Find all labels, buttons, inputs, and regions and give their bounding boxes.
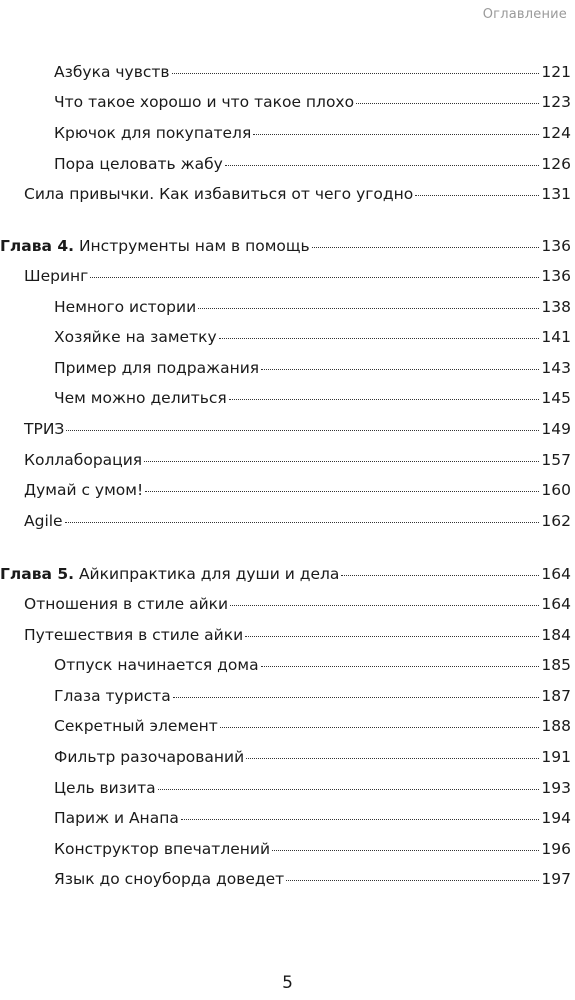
toc-entry-title: Чем можно делиться [54,389,227,407]
toc-entry-page: 193 [541,779,571,797]
toc-entry-title: Сила привычки. Как избавиться от чего угодно [24,185,414,203]
toc-entry[interactable] [54,92,571,112]
toc-entry-page: 197 [541,870,571,888]
toc-entry-page: 121 [541,63,571,81]
toc-entry-page: 123 [541,93,571,111]
toc-entry[interactable] [54,716,571,736]
dot-leader [246,758,539,759]
toc-entry-page: 145 [541,389,571,407]
toc-entry[interactable] [24,480,571,500]
dot-leader [181,819,540,820]
toc-entry[interactable] [24,594,571,614]
toc-entry-title: Фильтр разочарований [54,748,245,766]
toc-entry-page: 143 [541,359,571,377]
running-head: Оглавление [482,7,567,22]
dot-leader [158,789,540,790]
toc-entry-page: 184 [541,626,571,644]
toc-entry-title: Пора целовать жабу [54,155,223,173]
toc-entry[interactable] [54,686,571,706]
dot-leader [312,247,540,248]
dot-leader [66,430,539,431]
dot-leader [341,575,539,576]
toc-entry-page: 187 [541,687,571,705]
toc-entry-page: 164 [541,595,571,613]
toc-entry-page: 157 [541,451,571,469]
toc-entry[interactable] [24,625,571,645]
toc-chapter-entry[interactable] [0,236,571,256]
toc-entry-page: 124 [541,124,571,142]
toc-entry-page: 162 [541,512,571,530]
toc-entry[interactable] [54,747,571,767]
toc-entry[interactable] [24,266,571,286]
toc-entry[interactable] [54,297,571,317]
toc-entry-title: Пример для подражания [54,359,260,377]
toc-entry-title: Конструктор впечатлений [54,840,271,858]
toc-chapter-entry[interactable] [0,564,571,584]
toc-entry[interactable] [54,358,571,378]
toc-entry-title: Азбука чувств [54,63,170,81]
toc-entry-title: Agile [24,512,63,530]
toc-entry[interactable] [24,450,571,470]
dot-leader [261,666,540,667]
dot-leader [198,308,539,309]
toc-entry-page: 136 [541,267,571,285]
toc-entry-title: Немного истории [54,298,197,316]
dot-leader [144,461,539,462]
toc-entry-title: Хозяйке на заметку [54,328,217,346]
toc-entry-page: 149 [541,420,571,438]
chapter-title: Айкипрактика для души и дела [74,565,340,583]
chapter-number: Глава 5. [0,565,75,583]
toc-entry-page: 131 [541,185,571,203]
dot-leader [145,491,539,492]
toc-entry-title: Отношения в стиле айки [24,595,229,613]
toc-entry[interactable] [54,62,571,82]
toc-entry-title: ТРИЗ [24,420,65,438]
dot-leader [272,850,539,851]
toc-entry-title: Отпуск начинается дома [54,656,259,674]
toc-entry-title: Секретный элемент [54,717,218,735]
toc-entry-title: Думай с умом! [24,481,144,499]
toc-entry[interactable] [54,778,571,798]
chapter-number: Глава 4. [0,237,75,255]
dot-leader [172,73,540,74]
toc-entry-title: Париж и Анапа [54,809,179,827]
chapter-title: Инструменты нам в помощь [74,237,310,255]
toc-entry-page: 194 [541,809,571,827]
toc-entry[interactable] [24,419,571,439]
toc-entry-title: Что такое хорошо и что такое плохо [54,93,355,111]
dot-leader [230,605,539,606]
toc-entry-page: 141 [541,328,571,346]
toc-entry-page: 196 [541,840,571,858]
toc-entry-title: Крючок для покупателя [54,124,252,142]
dot-leader [90,277,539,278]
dot-leader [356,103,539,104]
dot-leader [261,369,539,370]
toc-entry[interactable] [54,327,571,347]
dot-leader [229,399,540,400]
toc-entry[interactable] [54,869,571,889]
dot-leader [415,195,539,196]
toc-entry-title: Глаза туриста [54,687,171,705]
toc-entry-title: Язык до сноуборда доведет [54,870,285,888]
dot-leader [225,165,540,166]
dot-leader [219,338,540,339]
toc-entry-title: Коллаборация [24,451,143,469]
page-number: 5 [282,973,293,993]
dot-leader [65,522,540,523]
toc-entry-page: 164 [541,565,571,583]
toc-entry-page: 185 [541,656,571,674]
toc-entry-title: Цель визита [54,779,156,797]
toc-entry-page: 160 [541,481,571,499]
toc-entry-page: 126 [541,155,571,173]
toc-entry[interactable] [54,154,571,174]
toc-entry[interactable] [54,123,571,143]
toc-entry-page: 191 [541,748,571,766]
dot-leader [253,134,539,135]
toc-entry-title [0,564,339,584]
toc-entry[interactable] [24,184,571,204]
dot-leader [173,697,540,698]
toc-entry[interactable] [54,839,571,859]
toc-entry[interactable] [24,511,571,531]
toc-entry[interactable] [54,655,571,675]
toc-entry-page: 138 [541,298,571,316]
toc-entry-page: 188 [541,717,571,735]
dot-leader [220,727,540,728]
dot-leader [286,880,539,881]
dot-leader [245,636,539,637]
toc-entry[interactable] [54,808,571,828]
toc-entry-page: 136 [541,237,571,255]
toc-entry-title [0,236,310,256]
toc-entry-title: Путешествия в стиле айки [24,626,244,644]
toc-entry-title: Шеринг [24,267,89,285]
toc-entry[interactable] [54,388,571,408]
